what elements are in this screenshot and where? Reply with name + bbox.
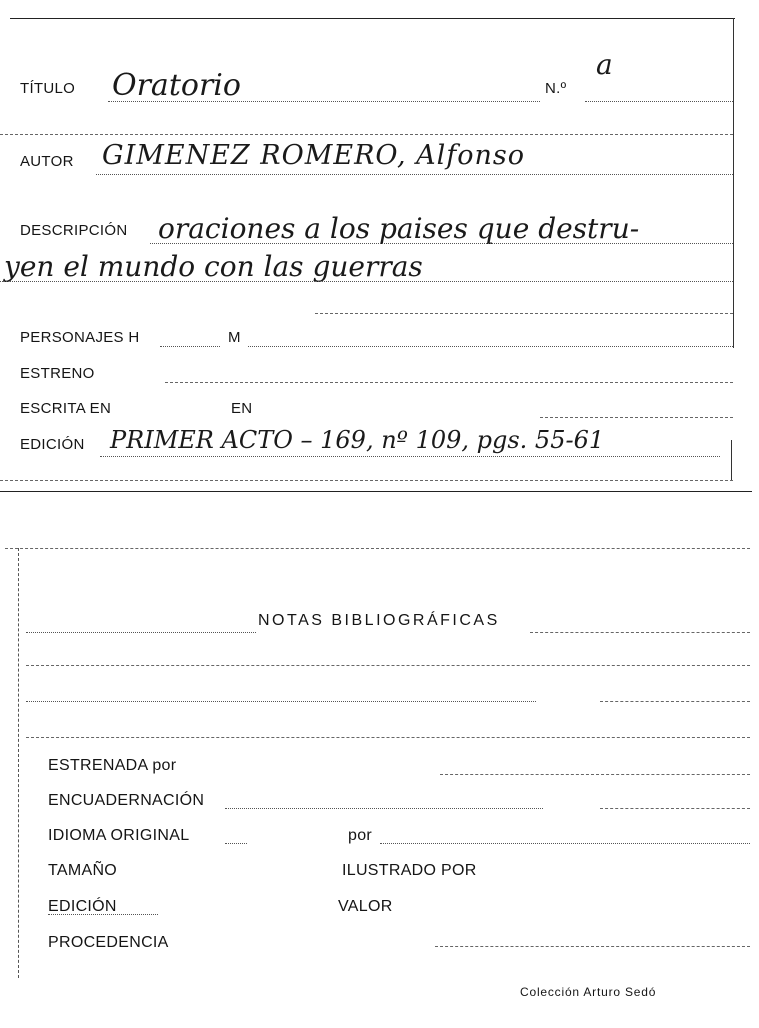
edicion-label: EDICIÓN (20, 436, 85, 453)
valor-label: VALOR (338, 898, 393, 915)
autor-line (96, 174, 733, 175)
escrita-label: ESCRITA EN (20, 400, 112, 417)
card-cut-line (0, 491, 752, 492)
notas-line-left (26, 632, 256, 633)
estrenada-line (440, 774, 750, 775)
titulo-label: TÍTULO (20, 80, 76, 97)
personajes-label: PERSONAJES H (20, 329, 140, 346)
notas-title: NOTAS BIBLIOGRÁFICAS (258, 612, 500, 629)
notas-line-right (530, 632, 750, 633)
right-border (733, 18, 734, 348)
idioma-label: IDIOMA ORIGINAL (48, 827, 190, 844)
bottom-dash-line (0, 480, 733, 481)
estrenada-label: ESTRENADA por (48, 757, 177, 774)
por-label: por (348, 827, 373, 844)
tamano-label: TAMAÑO (48, 862, 118, 879)
escrita-en-label: EN (231, 400, 253, 417)
right-border-lower (731, 440, 732, 480)
top-border (10, 18, 735, 19)
edicion-label-bottom: EDICIÓN (48, 898, 117, 915)
procedencia-label: PROCEDENCIA (48, 934, 169, 951)
collection-footer: Colección Arturo Sedó (520, 985, 657, 999)
descripcion-line2: yen el mundo con las guerras (4, 250, 423, 283)
row-separator-1 (0, 134, 733, 135)
numero-line (585, 101, 733, 102)
titulo-line (108, 101, 540, 102)
encuadernacion-label: ENCUADERNACIÓN (48, 792, 205, 809)
numero-label: N.º (545, 80, 567, 97)
note-line-3 (26, 737, 750, 738)
descripcion-line-3 (315, 313, 733, 314)
bottom-left-border (18, 548, 19, 978)
note-line-2 (26, 701, 536, 702)
edicion-line (100, 456, 720, 457)
descripcion-line1: oraciones a los paises que destru- (158, 212, 640, 245)
por-line (380, 843, 750, 844)
descripcion-label: DESCRIPCIÓN (20, 222, 128, 239)
autor-label: AUTOR (20, 153, 74, 170)
estreno-line (165, 382, 733, 383)
procedencia-line (435, 946, 750, 947)
titulo-value: Oratorio (112, 68, 241, 103)
descripcion-line-1 (150, 243, 733, 244)
edicion-line-bottom (48, 914, 158, 915)
numero-value: a (596, 48, 613, 81)
personajes-h-line (160, 346, 220, 347)
note-line-2b (600, 701, 750, 702)
personajes-m-line (248, 346, 733, 347)
escrita-line (540, 417, 733, 418)
idioma-line (225, 843, 247, 844)
autor-value: GIMENEZ ROMERO, Alfonso (102, 140, 526, 171)
edicion-value: PRIMER ACTO – 169, nº 109, pgs. 55-61 (110, 426, 605, 454)
estreno-label: ESTRENO (20, 365, 95, 382)
encuadernacion-line (225, 808, 543, 809)
ilustrado-label: ILUSTRADO POR (342, 862, 477, 879)
bottom-top-border (5, 548, 750, 549)
encuadernacion-line-b (600, 808, 750, 809)
note-line-1 (26, 665, 750, 666)
descripcion-line-2 (0, 281, 733, 282)
personajes-m-label: M (228, 329, 241, 346)
